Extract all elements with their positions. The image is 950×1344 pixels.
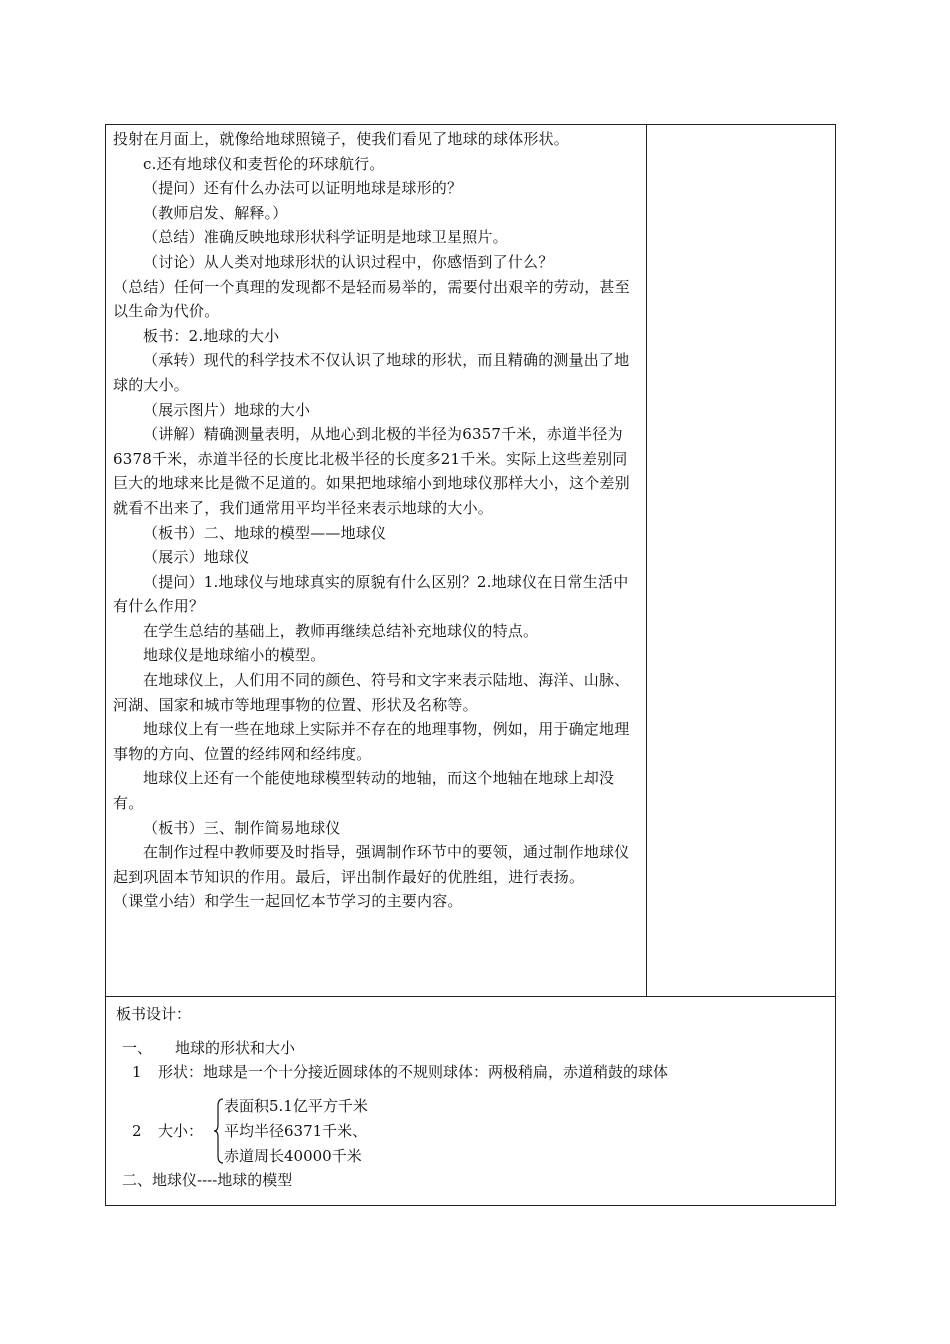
lesson-paragraph: （教师启发、解释。） [143,203,288,222]
lesson-paragraph: 地球仪是地球缩小的模型。 [143,646,326,665]
notes-cell [647,125,835,996]
lesson-paragraph: 在学生总结的基础上，教师再继续总结补充地球仪的特点。 [143,621,539,640]
lesson-paragraph: （总结）任何一个真理的发现都不是轻而易举的，需要付出艰辛的劳动，甚至以生命为代价。 [113,277,630,321]
lesson-paragraph: （承转）现代的科学技术不仅认识了地球的形状，而且精确的测量出了地球的大小。 [113,351,630,394]
lesson-paragraph: （课堂小结）和学生一起回忆本节学习的主要内容。 [113,892,463,911]
lesson-paragraph: c.还有地球仪和麦哲伦的环球航行。 [143,154,385,173]
size-item-radius: 平均半径6371千米、 [224,1122,368,1140]
lesson-paragraph: 地球仪上还有一个能使地球模型转动的地轴，而这个地轴在地球上却没有。 [113,769,615,813]
item1-number: 1 [132,1063,142,1081]
teaching-process-row [106,125,835,997]
lesson-paragraph: （提问）1.地球仪与地球真实的原貌有什么区别？2.地球仪在日常生活中有什么作用？ [113,572,629,616]
item2-label: 大小： [158,1122,204,1140]
section2-title: 二、地球仪----地球的模型 [122,1171,293,1189]
size-item-area: 表面积5.1亿平方千米 [224,1097,368,1115]
section1-number: 一、 [122,1039,153,1057]
lesson-paragraph: 投射在月面上，就像给地球照镜子，使我们看见了地球的球体形状。 [113,130,570,148]
board-design-cell [106,997,835,1205]
lesson-paragraph: （板书）二、地球的模型——地球仪 [143,523,387,542]
section1-title: 地球的形状和大小 [175,1039,296,1057]
lesson-paragraph: （讲解）精确测量表明，从地心到北极的半径为6357千米，赤道半径为6378千米，赤道半径的长度比北极半径的长度多21千米。实际上这些差别同巨大的地球来比是微不足道的。如果把地球缩小到地球仪那样大小，这个差别就看不出来了，我们通常用平均半径来表示地球的大小。 [113,425,630,517]
lesson-paragraph: （展示）地球仪 [143,548,250,567]
lesson-paragraph: 地球仪上有一些在地球上实际并不存在的地理事物，例如，用于确定地理事物的方向、位置的经纬网和经纬度。 [113,720,630,763]
item1-text: 形状：地球是一个十分接近圆球体的不规则球体：两极稍扁，赤道稍鼓的球体 [158,1063,669,1081]
lesson-paragraph: （讨论）从人类对地球形状的认识过程中，你感悟到了什么？ [143,252,554,271]
lesson-paragraph: 在制作过程中教师要及时指导，强调制作环节中的要领，通过制作地球仪起到巩固本节知识的作用。最后，评出制作最好的优胜组，进行表扬。 [113,843,630,886]
lesson-paragraph: （展示图片）地球的大小 [143,400,311,419]
lesson-paragraph: 在地球仪上，人们用不同的颜色、符号和文字来表示陆地、海洋、山脉、河湖、国家和城市等地理事物的位置、形状及名称等。 [113,671,630,714]
lesson-paragraph: （板书）三、制作简易地球仪 [143,818,341,837]
item2-number: 2 [132,1122,142,1140]
lesson-plan-table [105,124,836,1206]
size-item-circumference: 赤道周长40000千米 [224,1147,362,1165]
lesson-paragraph: （提问）还有什么办法可以证明地球是球形的？ [143,179,463,198]
teaching-process-cell [106,125,647,996]
curly-brace-icon [214,1098,224,1164]
board-design-heading: 板书设计： [116,1005,192,1023]
lesson-paragraph: 板书：2.地球的大小 [143,326,280,345]
lesson-paragraph: （总结）准确反映地球形状科学证明是地球卫星照片。 [143,228,508,247]
